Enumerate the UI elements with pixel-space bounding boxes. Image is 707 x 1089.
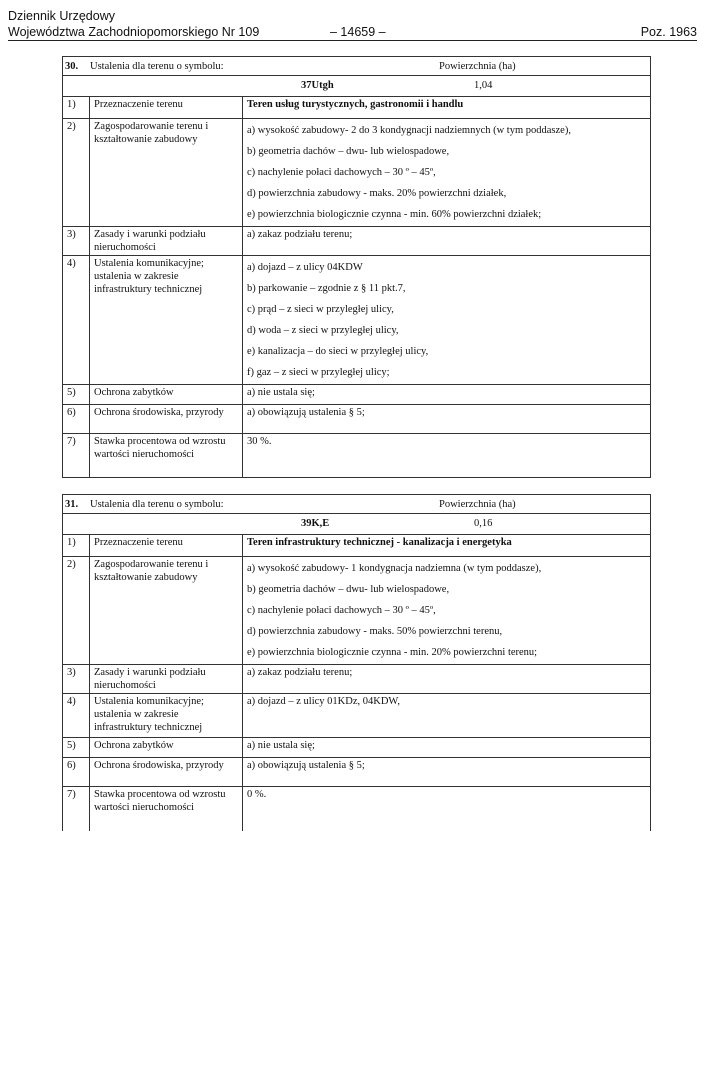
table-row [63,434,651,478]
row-title: Stawka procentowa od wzrostu wartości nieruchomości [90,787,243,831]
table-row [63,738,651,758]
row-content [243,535,651,557]
row-content [243,434,651,478]
row-content [243,758,651,787]
row-number: 6) [63,405,90,434]
list-item: b) geometria dachów – dwu- lub wielospadowe, [247,584,450,595]
row-content [243,405,651,434]
row-title: Ochrona środowiska, przyrody [90,405,243,434]
row-title: Stawka procentowa od wzrostu wartości nieruchomości [90,434,243,478]
list-item: 0 %. [247,789,267,800]
list-item: a) dojazd – z ulicy 01KDz, 04KDW, [247,696,400,707]
section-table-30 [62,56,651,478]
row-title: Przeznaczenie terenu [90,97,243,119]
row-number: 1) [63,535,90,557]
row-number: 2) [63,557,90,665]
row-content [243,557,651,665]
page-header [8,8,697,41]
table-row [63,535,651,557]
list-item: e) powierzchnia biologicznie czynna - min. 20% powierzchni terenu; [247,647,538,658]
table-row [63,227,651,256]
area-label: Powierzchnia (ha) [439,61,516,72]
list-item: d) woda – z sieci w przyległej ulicy, [247,325,399,336]
row-content [243,119,651,227]
row-title: Ustalenia komunikacyjne; ustalenia w zakresie infrastruktury technicznej [90,694,243,738]
row-title: Ochrona zabytków [90,738,243,758]
row-title: Zasady i warunki podziału nieruchomości [90,665,243,694]
row-content [243,694,651,738]
list-item: a) obowiązują ustalenia § 5; [247,760,365,771]
table-row [63,694,651,738]
row-content [243,665,651,694]
row-number: 2) [63,119,90,227]
row-number: 7) [63,434,90,478]
table-row [63,758,651,787]
table-row [63,557,651,665]
list-item: a) zakaz podziału terenu; [247,229,353,240]
row-title: Zasady i warunki podziału nieruchomości [90,227,243,256]
table-row [63,119,651,227]
list-item: e) powierzchnia biologicznie czynna - min. 60% powierzchni działek; [247,209,542,220]
zone-area: 1,04 [474,80,493,91]
list-item: c) prąd – z sieci w przyległej ulicy, [247,304,394,315]
list-item: d) powierzchnia zabudowy - maks. 20% powierzchni działek, [247,188,507,199]
row-content [243,256,651,385]
section-label: Ustalenia dla terenu o symbolu: [90,61,224,72]
list-item: c) nachylenie połaci dachowych – 30 º – 45º, [247,605,436,616]
row-content [243,227,651,256]
zone-area: 0,16 [474,518,493,529]
zone-symbol: 39K,E [301,518,330,529]
list-item: a) wysokość zabudowy- 2 do 3 kondygnacji nadziemnych (w tym poddasze), [247,125,571,136]
area-label: Powierzchnia (ha) [439,499,516,510]
row-number: 5) [63,738,90,758]
list-item: 30 %. [247,436,272,447]
purpose-text: Teren usług turystycznych, gastronomii i handlu [247,99,464,110]
list-item: a) zakaz podziału terenu; [247,667,353,678]
list-item: c) nachylenie połaci dachowych – 30 º – 45º, [247,167,436,178]
row-number: 3) [63,665,90,694]
row-number: 1) [63,97,90,119]
row-number: 5) [63,385,90,405]
list-item: f) gaz – z sieci w przyległej ulicy; [247,367,390,378]
row-number: 4) [63,694,90,738]
journal-title: Dziennik Urzędowy [8,9,115,23]
purpose-text: Teren infrastruktury technicznej - kanalizacja i energetyka [247,537,512,548]
row-title: Zagospodarowanie terenu i kształtowanie zabudowy [90,557,243,665]
table-row [63,256,651,385]
list-item: a) nie ustala się; [247,740,315,751]
section-header [63,57,651,97]
list-item: b) parkowanie – zgodnie z § 11 pkt.7, [247,283,406,294]
list-item: b) geometria dachów – dwu- lub wielospadowe, [247,146,450,157]
row-number: 7) [63,787,90,831]
list-item: a) dojazd – z ulicy 04KDW [247,262,363,273]
row-title: Ochrona środowiska, przyrody [90,758,243,787]
section-number: 31. [65,499,79,510]
header-line [8,24,697,41]
journal-subtitle: Województwa Zachodniopomorskiego Nr 109 [8,25,260,39]
table-row [63,97,651,119]
table-row [63,385,651,405]
row-number: 4) [63,256,90,385]
row-title: Zagospodarowanie terenu i kształtowanie zabudowy [90,119,243,227]
table-row [63,405,651,434]
row-content [243,787,651,831]
table-row [63,665,651,694]
row-title: Ochrona zabytków [90,385,243,405]
row-content [243,738,651,758]
section-header [63,495,651,535]
row-title: Ustalenia komunikacyjne; ustalenia w zakresie infrastruktury technicznej [90,256,243,385]
zone-symbol: 37Utgh [301,80,334,91]
list-item: a) nie ustala się; [247,387,315,398]
list-item: a) wysokość zabudowy- 1 kondygnacja nadziemna (w tym poddasze), [247,563,542,574]
row-number: 3) [63,227,90,256]
section-label: Ustalenia dla terenu o symbolu: [90,499,224,510]
position-number: Poz. 1963 [640,25,697,39]
table-row [63,787,651,831]
row-title: Przeznaczenie terenu [90,535,243,557]
page-number: – 14659 – [330,25,386,39]
row-content [243,97,651,119]
row-number: 6) [63,758,90,787]
list-item: d) powierzchnia zabudowy - maks. 50% powierzchni terenu, [247,626,503,637]
row-content [243,385,651,405]
section-number: 30. [65,61,79,72]
section-table-31 [62,494,651,831]
list-item: e) kanalizacja – do sieci w przyległej ulicy, [247,346,429,357]
list-item: a) obowiązują ustalenia § 5; [247,407,365,418]
